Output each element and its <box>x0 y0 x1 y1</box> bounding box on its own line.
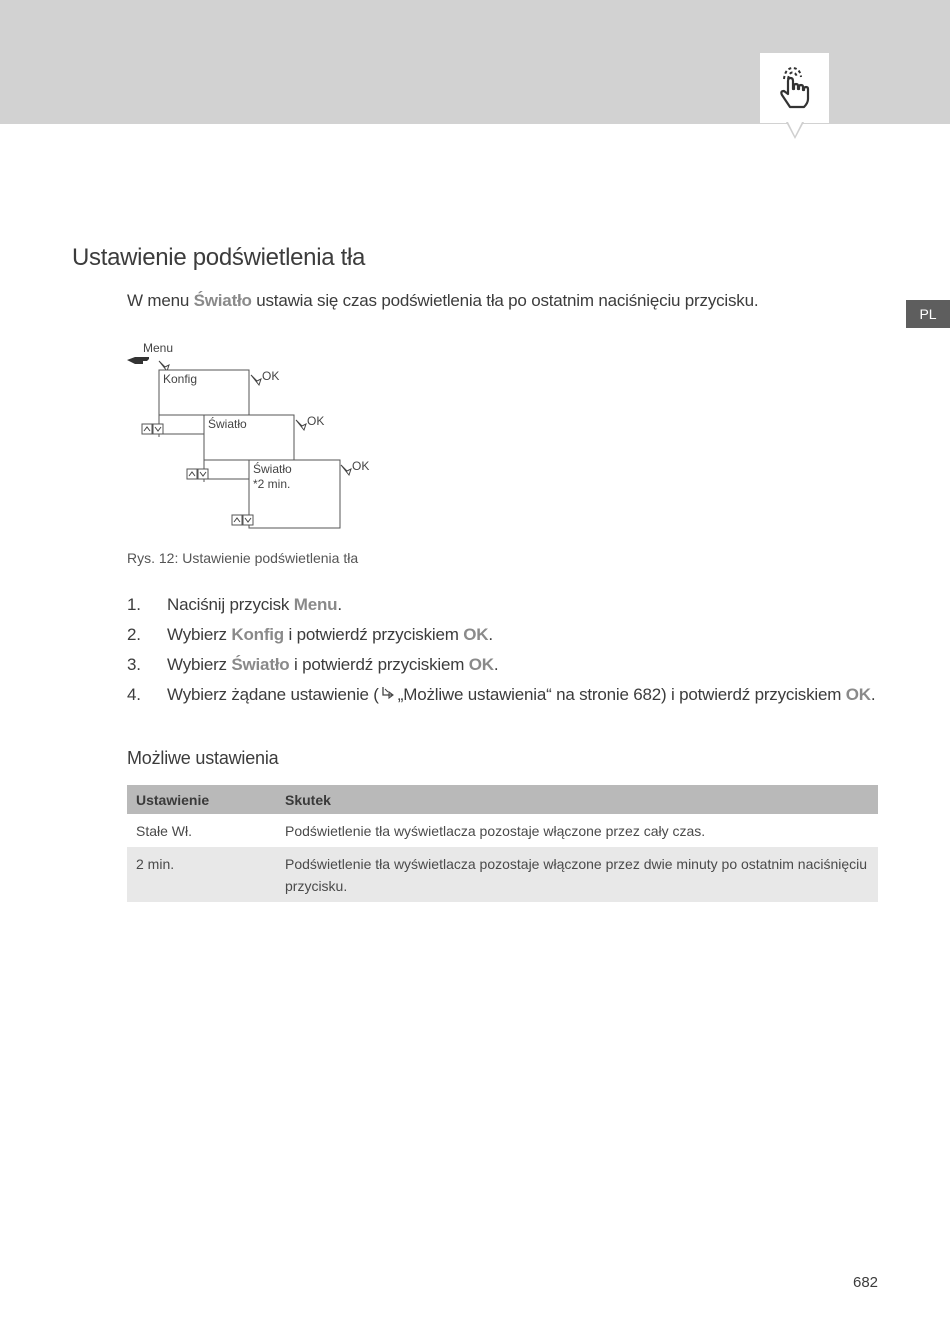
cross-reference-link[interactable]: „Możliwe ustawienia“ na stronie 682) i potwierdź przyciskiem <box>397 685 846 704</box>
table-cell-setting: 2 min. <box>127 847 276 902</box>
page-title: Ustawienie podświetlenia tła <box>72 244 366 271</box>
table-cell-effect: Podświetlenie tła wyświetlacza pozostaje włączone przez cały czas. <box>276 814 878 847</box>
step-text-part: . <box>493 655 499 674</box>
step-ui-term: OK <box>845 685 871 704</box>
step-number: 4. <box>127 685 141 704</box>
step-text-part: Wybierz <box>167 655 232 674</box>
step-text-part: Naciśnij przycisk <box>167 595 294 614</box>
table-row <box>127 814 878 847</box>
table-row <box>127 847 878 902</box>
step-text-part: i potwierdź przyciskiem <box>284 625 464 644</box>
step-ui-term: Konfig <box>231 625 284 644</box>
touch-hand-icon <box>774 63 816 111</box>
step-text-part: i potwierdź przyciskiem <box>289 655 469 674</box>
cross-reference-icon <box>380 686 396 702</box>
settings-table <box>127 785 878 902</box>
diagram-box-konfig-label: Konfig <box>163 372 198 386</box>
bubble-tail-inner <box>788 122 802 136</box>
diagram-menu-label: Menu <box>143 341 174 355</box>
diagram-box-swiatlo-label: Światło <box>208 417 247 431</box>
menu-navigation-diagram <box>125 338 385 538</box>
table-cell-effect: Podświetlenie tła wyświetlacza pozostaje włączone przez dwie minuty po ostatnim naciśnięciu przycisku. <box>276 847 878 902</box>
step-ui-term: OK <box>468 655 494 674</box>
step-text-part: . <box>488 625 493 644</box>
diagram-ok-3: OK <box>352 459 370 473</box>
menu-hand-icon <box>127 357 149 364</box>
figure-caption: Rys. 12: Ustawienie podświetlenia tła <box>127 550 359 566</box>
up-down-keys-1 <box>142 424 163 434</box>
section-title: Możliwe ustawienia <box>127 748 279 768</box>
ok-press-icon-1 <box>251 375 261 385</box>
intro-ui-term: Światło <box>193 291 252 310</box>
header-icon-bubble <box>760 53 829 123</box>
up-down-keys-3 <box>232 515 253 525</box>
intro-text-after: ustawia się czas podświetlenia tła po ostatnim naciśnięciu przycisku. <box>251 291 759 310</box>
step-text <box>167 592 342 618</box>
up-down-keys-2 <box>187 469 208 479</box>
step-number: 3. <box>127 655 141 674</box>
table-cell-setting: Stałe Wł. <box>127 814 276 847</box>
table-header-effect: Skutek <box>276 785 878 814</box>
diagram-box3-line2: *2 min. <box>253 477 291 491</box>
diagram-box3-line1: Światło <box>253 462 292 476</box>
step-text <box>167 682 875 708</box>
step-ui-term: Światło <box>231 655 290 674</box>
diagram-ok-2: OK <box>307 414 325 428</box>
step-ui-term: OK <box>463 625 489 644</box>
step-number: 2. <box>127 625 141 644</box>
step-text-part: . <box>337 595 342 614</box>
intro-paragraph <box>127 291 758 311</box>
table-header-row <box>127 785 878 814</box>
table-header-setting: Ustawienie <box>127 785 276 814</box>
step-ui-term: Menu <box>293 595 338 614</box>
step-text-part: Wybierz <box>167 625 232 644</box>
step-text <box>167 622 493 648</box>
page-number: 682 <box>853 1274 879 1291</box>
ok-press-icon-2 <box>296 420 306 430</box>
step-text-part: Wybierz żądane ustawienie ( <box>167 685 379 704</box>
language-tab: PL <box>906 300 950 328</box>
intro-text-before: W menu <box>127 291 194 310</box>
diagram-ok-1: OK <box>262 369 280 383</box>
step-text-part: . <box>870 685 876 704</box>
step-number: 1. <box>127 595 141 614</box>
step-text <box>167 652 498 678</box>
ok-press-icon-3 <box>341 465 351 475</box>
